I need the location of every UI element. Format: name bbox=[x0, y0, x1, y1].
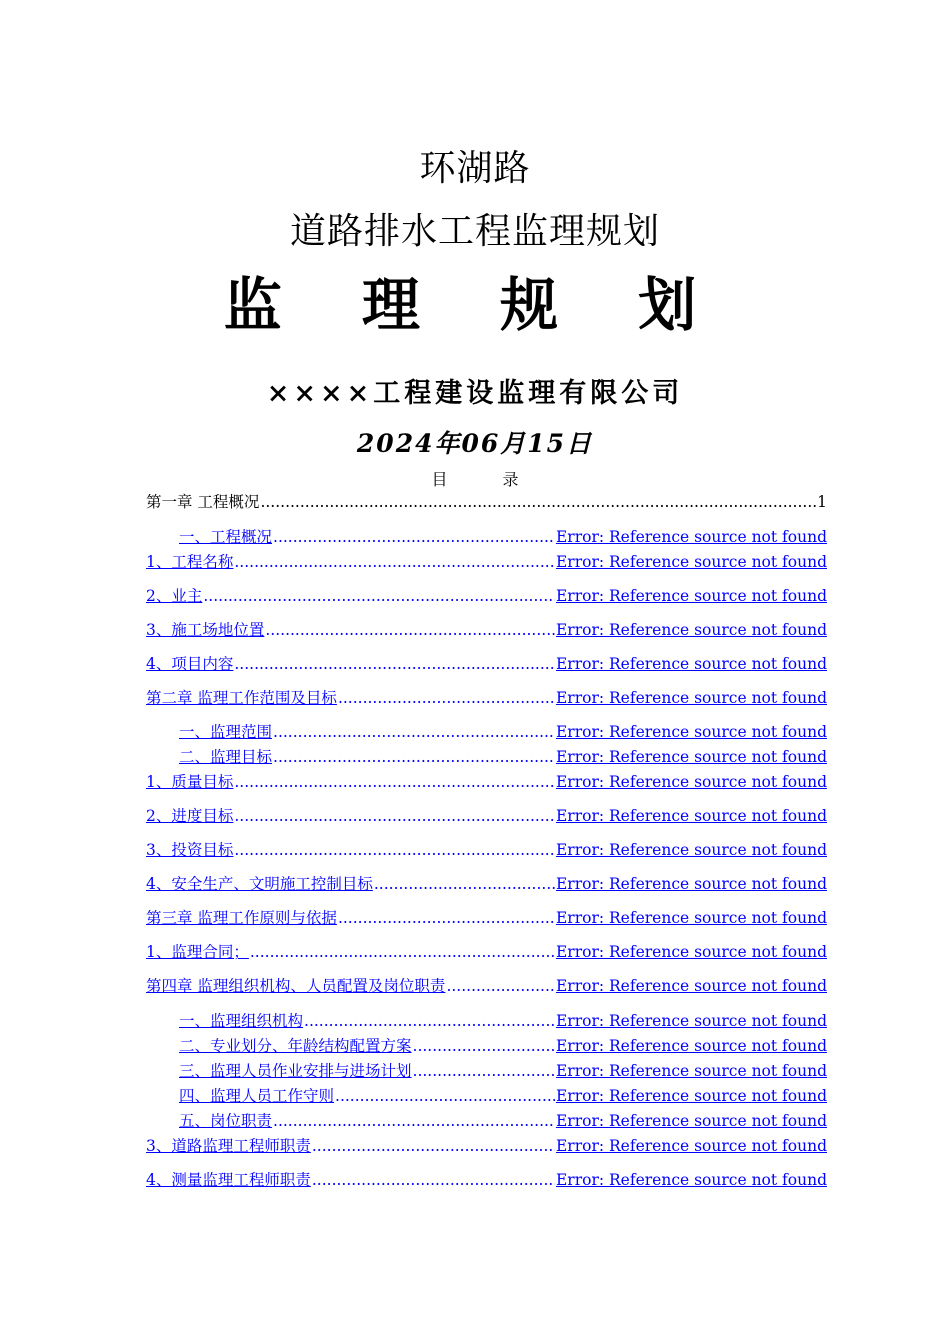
toc-page-ref: Error: Reference source not found bbox=[555, 553, 827, 571]
toc-leader bbox=[265, 620, 555, 640]
toc-entry-label: 2、业主 bbox=[146, 587, 203, 605]
toc-page-ref: Error: Reference source not found bbox=[555, 655, 827, 673]
toc-page-ref: Error: Reference source not found bbox=[555, 773, 827, 791]
toc-entry-link[interactable] bbox=[146, 550, 827, 572]
toc-entry-link[interactable] bbox=[146, 974, 827, 996]
toc-leader bbox=[273, 747, 555, 767]
toc-entry-link[interactable] bbox=[146, 940, 827, 962]
toc-entry-label: 五、岗位职责 bbox=[179, 1112, 273, 1130]
toc-entry-chapter-1[interactable] bbox=[146, 490, 827, 512]
toc-heading: 目 录 bbox=[431, 470, 519, 489]
toc-entry-link[interactable] bbox=[146, 618, 827, 640]
cover-title-road: 环湖路 bbox=[419, 148, 531, 189]
toc-entry-label: 四、监理人员工作守则 bbox=[179, 1087, 335, 1105]
toc-page-ref: Error: Reference source not found bbox=[555, 1171, 827, 1189]
toc-entry-label: 一、监理范围 bbox=[179, 723, 273, 741]
toc-leader bbox=[338, 688, 555, 708]
toc-leader bbox=[234, 840, 555, 860]
toc-entry-link[interactable] bbox=[146, 838, 827, 860]
toc-leader bbox=[374, 874, 555, 894]
toc-page-ref: Error: Reference source not found bbox=[555, 621, 827, 639]
toc-entry-link[interactable] bbox=[146, 804, 827, 826]
toc-leader bbox=[234, 806, 555, 826]
toc-entry-label: 3、投资目标 bbox=[146, 841, 234, 859]
toc-page-ref: Error: Reference source not found bbox=[555, 528, 827, 546]
toc-page-ref: Error: Reference source not found bbox=[555, 587, 827, 605]
toc-entry-label: 3、道路监理工程师职责 bbox=[146, 1137, 311, 1155]
toc-entry-link[interactable] bbox=[179, 1109, 827, 1131]
toc-page-ref: Error: Reference source not found bbox=[555, 977, 827, 995]
toc-entry-link[interactable] bbox=[146, 906, 827, 928]
toc-leader bbox=[312, 1170, 555, 1190]
toc-entry-link[interactable] bbox=[146, 1134, 827, 1156]
toc-page-ref: Error: Reference source not found bbox=[555, 909, 827, 927]
toc-entry-label: 二、专业划分、年龄结构配置方案 bbox=[179, 1037, 412, 1055]
toc-page-ref: Error: Reference source not found bbox=[555, 807, 827, 825]
toc-entry-label: 2、进度目标 bbox=[146, 807, 234, 825]
toc-page-ref: 1 bbox=[817, 493, 827, 511]
toc-leader bbox=[234, 552, 555, 572]
toc-entry-label: 3、施工场地位置 bbox=[146, 621, 265, 639]
toc-leader bbox=[260, 492, 816, 512]
cover-date: 2024年06月15日 bbox=[356, 429, 594, 458]
cover-title-project: 道路排水工程监理规划 bbox=[289, 211, 660, 252]
toc-entry-link[interactable] bbox=[146, 686, 827, 708]
toc-leader bbox=[273, 722, 555, 742]
toc-entry-label: 第三章 监理工作原则与依据 bbox=[146, 909, 337, 927]
toc-entry-link[interactable] bbox=[146, 770, 827, 792]
toc-entry-label: 第二章 监理工作范围及目标 bbox=[146, 689, 337, 707]
toc-entry-link[interactable] bbox=[179, 1059, 827, 1081]
toc-leader bbox=[446, 976, 555, 996]
toc-leader bbox=[413, 1036, 555, 1056]
toc-entry-link[interactable] bbox=[146, 1168, 827, 1190]
toc-page-ref: Error: Reference source not found bbox=[555, 1062, 827, 1080]
toc-entry-label: 第一章 工程概况 bbox=[146, 493, 260, 511]
toc-entry-link[interactable] bbox=[179, 1009, 827, 1031]
toc-leader bbox=[203, 586, 555, 606]
toc-entry-link[interactable] bbox=[146, 872, 827, 894]
toc-page-ref: Error: Reference source not found bbox=[555, 1137, 827, 1155]
toc-leader bbox=[335, 1086, 555, 1106]
toc-leader bbox=[234, 654, 555, 674]
toc-page-ref: Error: Reference source not found bbox=[555, 943, 827, 961]
toc-entry-link[interactable] bbox=[146, 584, 827, 606]
toc-entry-link[interactable] bbox=[179, 525, 827, 547]
toc-entry-label: 1、监理合同； bbox=[146, 943, 249, 961]
cover-title-plan: 监 理 规 划 bbox=[223, 271, 727, 339]
toc-page-ref: Error: Reference source not found bbox=[555, 689, 827, 707]
toc-entry-link[interactable] bbox=[179, 1034, 827, 1056]
toc-entry-label: 4、项目内容 bbox=[146, 655, 234, 673]
toc-page-ref: Error: Reference source not found bbox=[555, 875, 827, 893]
toc-entry-label: 4、安全生产、文明施工控制目标 bbox=[146, 875, 373, 893]
toc-leader bbox=[338, 908, 555, 928]
toc-page-ref: Error: Reference source not found bbox=[555, 1112, 827, 1130]
toc-leader bbox=[273, 527, 555, 547]
toc-entry-link[interactable] bbox=[179, 745, 827, 767]
toc-entry-label: 1、工程名称 bbox=[146, 553, 234, 571]
toc-entry-label: 一、监理组织机构 bbox=[179, 1012, 304, 1030]
toc-entry-label: 一、工程概况 bbox=[179, 528, 273, 546]
toc-leader bbox=[413, 1061, 555, 1081]
toc-leader bbox=[304, 1011, 555, 1031]
toc-entry-label: 第四章 监理组织机构、人员配置及岗位职责 bbox=[146, 977, 446, 995]
cover-company: ××××工程建设监理有限公司 bbox=[266, 378, 684, 409]
toc-entry-label: 二、监理目标 bbox=[179, 748, 273, 766]
toc-leader bbox=[234, 772, 555, 792]
toc-page-ref: Error: Reference source not found bbox=[555, 1012, 827, 1030]
toc-page-ref: Error: Reference source not found bbox=[555, 841, 827, 859]
toc-entry-label: 4、测量监理工程师职责 bbox=[146, 1171, 311, 1189]
toc-leader bbox=[273, 1111, 555, 1131]
toc-entry-link[interactable] bbox=[146, 652, 827, 674]
toc-entry-label: 三、监理人员作业安排与进场计划 bbox=[179, 1062, 412, 1080]
toc-page-ref: Error: Reference source not found bbox=[555, 748, 827, 766]
toc-entry-link[interactable] bbox=[179, 1084, 827, 1106]
toc-page-ref: Error: Reference source not found bbox=[555, 1087, 827, 1105]
toc-entry-label: 1、质量目标 bbox=[146, 773, 234, 791]
toc-leader bbox=[312, 1136, 555, 1156]
toc-page-ref: Error: Reference source not found bbox=[555, 723, 827, 741]
toc-page-ref: Error: Reference source not found bbox=[555, 1037, 827, 1055]
toc-entry-link[interactable] bbox=[179, 720, 827, 742]
toc-leader bbox=[250, 942, 555, 962]
